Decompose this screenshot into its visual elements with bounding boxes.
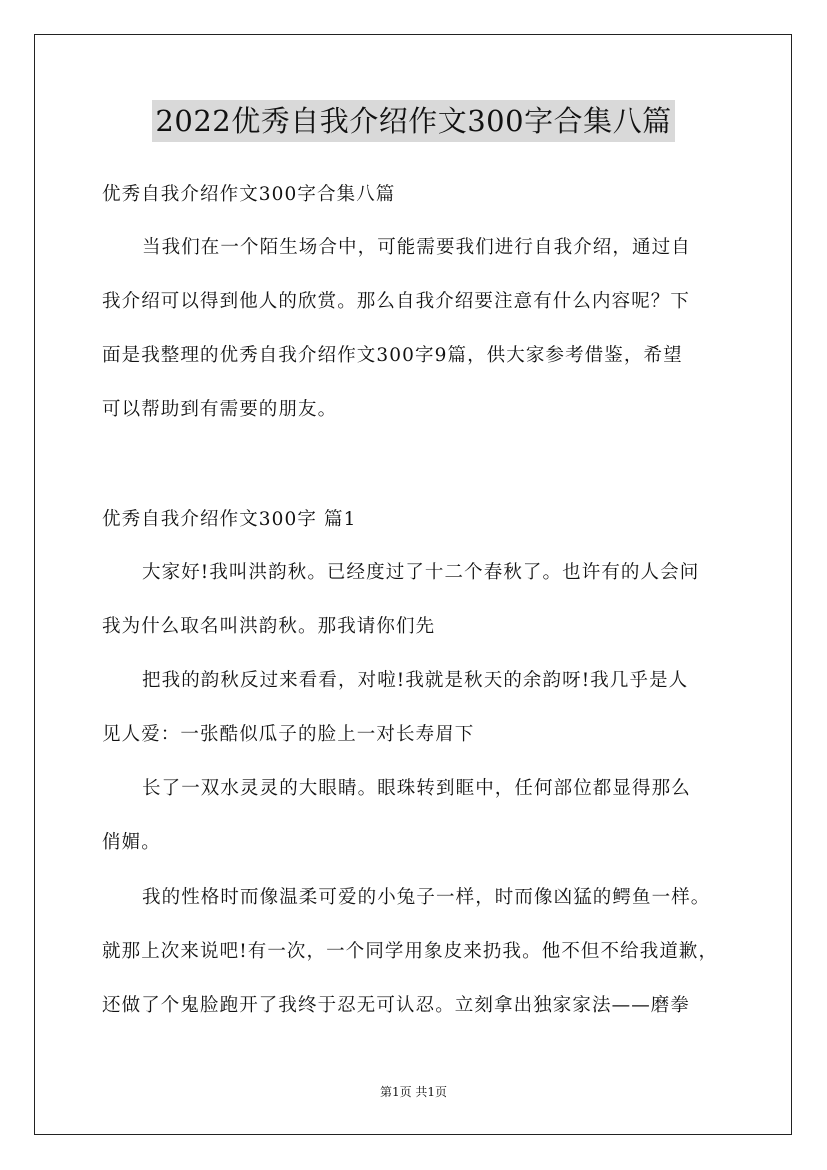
paragraph-line: 我的性格时而像温柔可爱的小兔子一样，时而像凶猛的鳄鱼一样。	[142, 887, 711, 908]
document-title: 2022优秀自我介绍作文300字合集八篇	[152, 100, 674, 142]
section-heading: 优秀自我介绍作文300字 篇1	[102, 509, 357, 530]
paragraph-line: 长了一双水灵灵的大眼睛。眼珠转到眶中，任何部位都显得那么	[142, 778, 691, 799]
paragraph-line: 把我的韵秋反过来看看，对啦!我就是秋天的余韵呀!我几乎是人	[142, 670, 689, 691]
paragraph-line: 面是我整理的优秀自我介绍作文300字9篇，供大家参考借鉴，希望	[102, 345, 683, 366]
paragraph-line: 还做了个鬼脸跑开了我终于忍无可认忍。立刻拿出独家家法——磨拳	[102, 995, 691, 1016]
paragraph-line: 可以帮助到有需要的朋友。	[102, 399, 338, 420]
paragraph-line: 俏媚。	[102, 832, 161, 853]
paragraph-line: 我介绍可以得到他人的欣赏。那么自我介绍要注意有什么内容呢？下	[102, 291, 691, 312]
subtitle-line: 优秀自我介绍作文300字合集八篇	[102, 184, 396, 205]
paragraph-line: 当我们在一个陌生场合中，可能需要我们进行自我介绍，通过自	[142, 237, 691, 258]
paragraph-line: 大家好!我叫洪韵秋。已经度过了十二个春秋了。也许有的人会问	[142, 562, 700, 583]
paragraph-line: 见人爱：一张酷似瓜子的脸上一对长寿眉下	[102, 724, 475, 745]
paragraph-line: 我为什么取名叫洪韵秋。那我请你们先	[102, 616, 436, 637]
paragraph-line: 就那上次来说吧!有一次，一个同学用象皮来扔我。他不但不给我道歉，	[102, 941, 719, 962]
page-footer: 第1页 共1页	[379, 1085, 448, 1099]
